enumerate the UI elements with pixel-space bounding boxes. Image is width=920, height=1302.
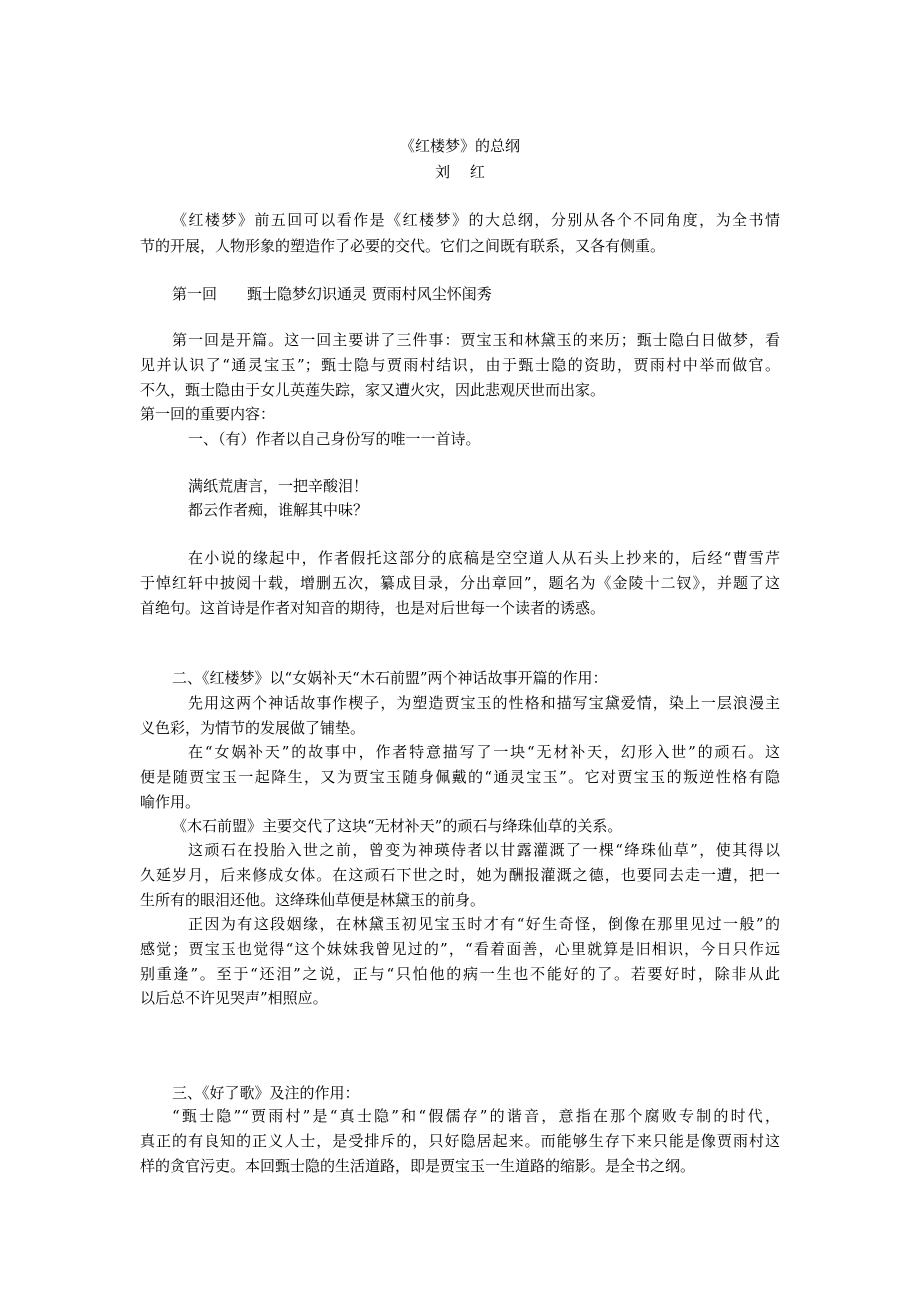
point2-p2-line-2: 便是随贾宝玉一起降生，又为贾宝玉随身佩戴的“通灵宝玉”。它对贾宝玉的叛逆性格有隐 (140, 768, 780, 786)
poem-line-2: 都云作者痴，谁解其中味？ (188, 501, 369, 519)
chapter1-summary-line-2: 见并认识了“通灵宝玉”；甄士隐与贾雨村结识，由于甄士隐的资助，贾雨村中举而做官。 (140, 356, 780, 374)
point3-p1-line-1: “甄士隐”“贾雨村”是“真士隐”和“假儒存”的谐音，意指在那个腐败专制的时代， (172, 1107, 780, 1125)
point2-heading: 二、《红楼梦》以“女娲补天“木石前盟”两个神话故事开篇的作用： (172, 669, 608, 687)
chapter1-summary-line-1: 第一回是开篇。这一回主要讲了三件事：贾宝玉和林黛玉的来历；甄士隐白日做梦，看 (172, 331, 780, 349)
intro-line-1: 《红楼梦》前五回可以看作是《红楼梦》的大总纲，分别从各个不同角度，为全书情 (172, 211, 780, 229)
point1-para-line-2: 于悼红轩中披阅十载，增删五次，纂成目录，分出章回”，题名为《金陵十二钗》，并题了这 (140, 574, 780, 592)
point2-p4-line-2: 久延岁月，后来修成女体。在这顽石下世之时，她为酬报灌溉之德，也要同去走一遭，把一 (140, 866, 780, 884)
point2-p5-line-2: 感觉；贾宝玉也觉得“这个妹妹我曾见过的”，“看着面善，心里就算是旧相识，今日只作远 (140, 940, 780, 958)
point1-para-line-1: 在小说的缘起中，作者假托这部分的底稿是空空道人从石头上抄来的，后经“曹雪芹 (188, 549, 780, 567)
point2-p1-line-1: 先用这两个神话故事作楔子，为塑造贾宝玉的性格和描写宝黛爱情，染上一层浪漫主 (188, 694, 780, 712)
document-author: 刘 红 (435, 163, 485, 181)
point1-para-line-3: 首绝句。这首诗是作者对知音的期待，也是对后世每一个读者的诱惑。 (140, 599, 606, 617)
point2-p3-line-1: 《木石前盟》主要交代了这块“无材补天”的顽石与绛珠仙草的关系。 (172, 817, 623, 835)
point2-p4-line-3: 生所有的眼泪还他。这绛珠仙草便是林黛玉的前身。 (140, 891, 486, 909)
point1-heading: 一、（有）作者以自己身份写的唯一一首诗。 (188, 430, 481, 448)
point3-p1-line-2: 真正的有良知的正义人士，是受排斥的，只好隐居起来。而能够生存下来只能是像贾雨村这 (140, 1132, 780, 1150)
point2-p2-line-3: 喻作用。 (140, 793, 201, 811)
document-title: 《红楼梦》的总纲 (399, 137, 520, 155)
point2-p5-line-1: 正因为有这段姻缘，在林黛玉初见宝玉时才有“好生奇怪，倒像在那里见过一般”的 (188, 915, 780, 933)
point3-heading: 三、《好了歌》及注的作用： (172, 1084, 360, 1102)
key-points-label: 第一回的重要内容： (140, 405, 276, 423)
point2-p5-line-3: 别重逢”。至于“还泪”之说，正与“只怕他的病一生也不能好的了。若要好时，除非从此 (140, 965, 780, 983)
point3-p1-line-3: 样的贪官污吏。本回甄士隐的生活道路，即是贾宝玉一生道路的缩影。是全书之纲。 (140, 1157, 696, 1175)
chapter1-summary-line-3: 不久，甄士隐由于女儿英莲失踪，家又遭火灾，因此悲观厌世而出家。 (140, 381, 606, 399)
point2-p4-line-1: 这顽石在投胎入世之前，曾变为神瑛侍者以甘露灌溉了一棵“绛珠仙草”，使其得以 (188, 841, 780, 859)
point2-p1-line-2: 义色彩，为情节的发展做了铺垫。 (140, 719, 366, 737)
intro-line-2: 节的开展，人物形象的塑造作了必要的交代。它们之间既有联系，又各有侧重。 (140, 237, 666, 255)
point2-p2-line-1: 在“女娲补天”的故事中，作者特意描写了一块“无材补天，幻形入世”的顽石。这 (188, 743, 780, 761)
point2-p5-line-4: 以后总不许见哭声”相照应。 (140, 989, 328, 1007)
poem-line-1: 满纸荒唐言，一把辛酸泪！ (188, 477, 369, 495)
chapter1-heading: 第一回 甄士隐梦幻识通灵 贾雨村风尘怀闺秀 (172, 285, 492, 303)
